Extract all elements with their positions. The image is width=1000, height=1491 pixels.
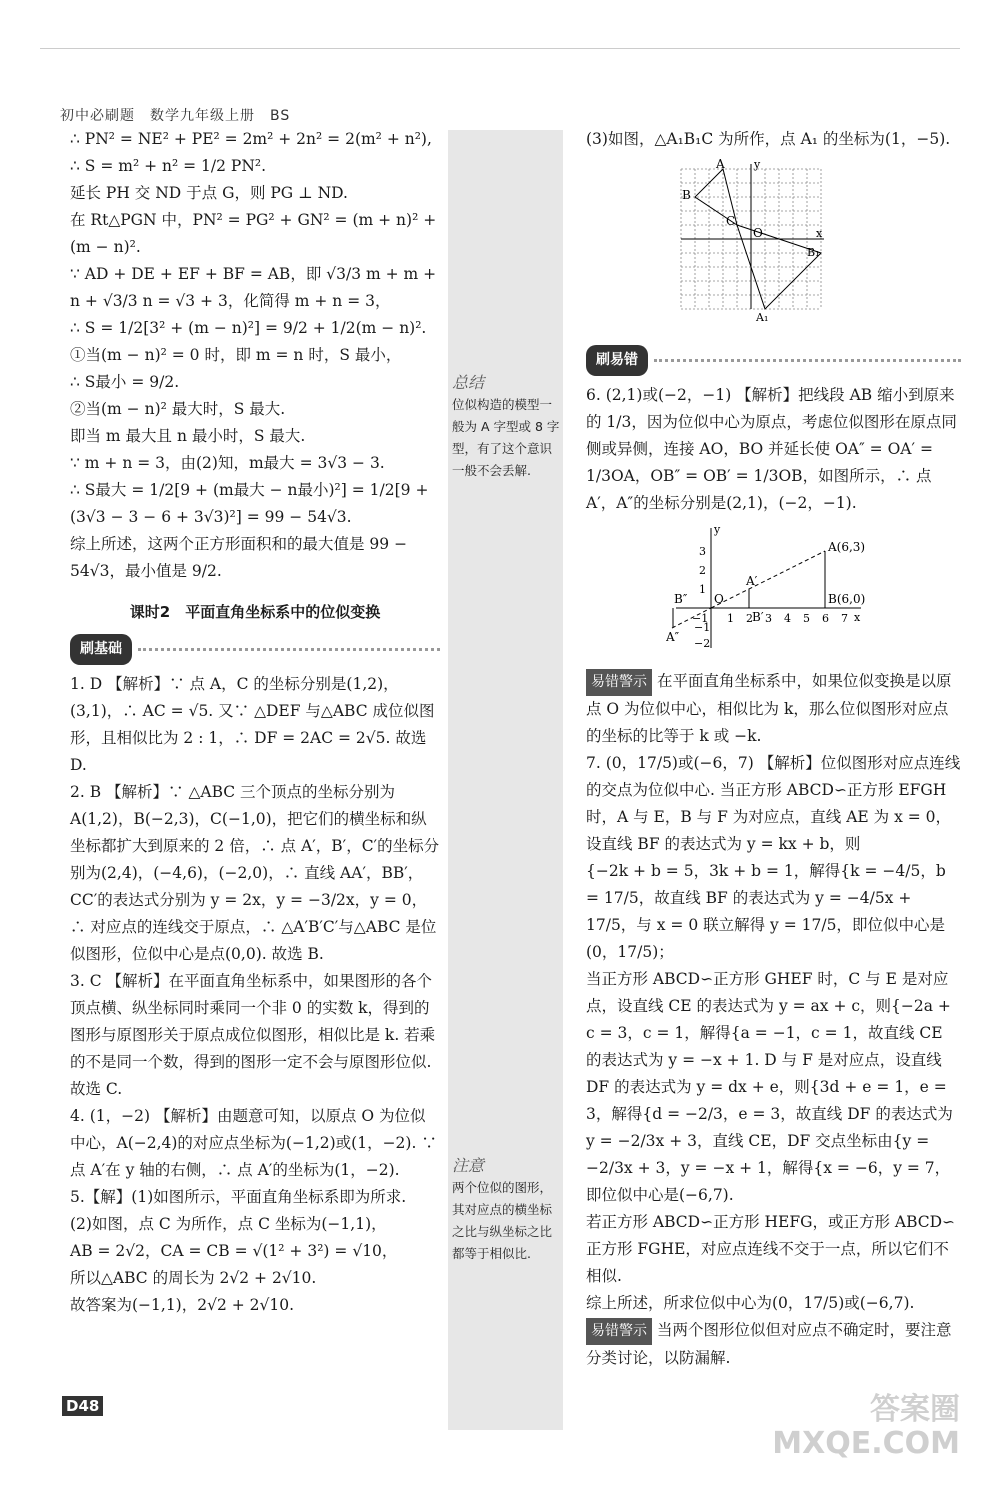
answer-q3: 3. C 【解析】在平面直角坐标系中，如果图形的各个顶点横、纵坐标同时乘同一个非 0 的实数 k，得到的图形与原图形关于原点成位似图形，相似比是 k. 若乘的不是同一个数，得到的图形一定不会与原图形位似. 故选 C.: [70, 972, 436, 1098]
label: B: [682, 188, 691, 202]
solution-line: ∴ S = 1/2[3² + (m − n)²] = 9/2 + 1/2(m − n)².: [70, 319, 427, 337]
label: B(6,0): [828, 592, 866, 606]
side-note-title: 注意: [452, 1156, 485, 1175]
side-note-summary: [452, 372, 560, 482]
solution-line: 在 Rt△PGN 中，PN² = PG² + GN² = (m + n)² + (m − n)².: [70, 211, 437, 256]
answer-q6: 6. (2,1)或(−2，−1) 【解析】把线段 AB 缩小到原来的 1/3，因为位似中心为原点，考虑位似图形在原点同侧或异侧，连接 AO，BO 并延长使 OA″ = OA′ = 1/3OA，OB″ = OB′ = 1/3OB，如图所示，∴ 点 A′，A″的坐标分别是(2,1)，(−2，−1).: [586, 386, 957, 512]
label: A₁: [756, 311, 769, 324]
label: A: [716, 159, 725, 171]
solution-line: 综上所述，这两个正方形面积和的最大值是 99 − 54√3，最小值是 9/2.: [70, 535, 408, 580]
tick-label: −1: [694, 621, 711, 634]
answer-q5-line: 所以△ABC 的周长为 2√2 + 2√10.: [70, 1269, 317, 1287]
tick-label: 3: [765, 612, 772, 625]
left-column: [70, 126, 440, 1319]
solution-line: 延长 PH 交 ND 于点 G，则 PG ⊥ ND.: [70, 184, 348, 202]
label: y: [754, 159, 761, 171]
section-bar-error: [586, 345, 961, 376]
page-header: 初中必刷题 数学九年级上册 BS: [60, 108, 291, 124]
badge-error: 刷易错: [586, 345, 648, 376]
solution-line: ∴ S最小 = 9/2.: [70, 373, 180, 391]
dotted-rule: [138, 648, 440, 651]
answer-q5-line: 故答案为(−1,1)，2√2 + 2√10.: [70, 1296, 295, 1314]
tick-label: 2: [746, 612, 753, 625]
solution-line: ∴ PN² = NE² + PE² = 2m² + 2n² = 2(m² + n²),: [70, 130, 432, 148]
warning-q6: [586, 668, 961, 750]
watermark-line: 答案圈: [870, 1392, 960, 1427]
label: C: [726, 214, 736, 228]
label: O: [753, 226, 763, 240]
answer-q7-line: {−2k + b = 5，3k + b = 1，解得{k = −4/5，b = 17/5，故直线 BF 的表达式为 y = −4/5x + 17/5，与 x = 0 联立解得 y = 17/5，即位似中心是(0，17/5)；: [586, 862, 946, 961]
answer-q7-line: 7. (0，17/5)或(−6，7) 【解析】位似图形对应点连线的交点为位似中心. 当正方形 ABCD∽正方形 EFGH 时，A 与 E，B 与 F 为对应点，直线 AE 为 x = 0，设直线 BF 的表达式为 y = kx + b，则: [586, 754, 961, 853]
label: A(6,3): [828, 540, 866, 554]
watermark: [772, 1393, 960, 1461]
warning-q7: [586, 1317, 961, 1372]
dashed-line-oa: [711, 551, 825, 608]
label: B″: [674, 592, 688, 606]
grid-figure-q5: [676, 159, 826, 324]
answer-q5-line: (2)如图，点 C 为所作，点 C 坐标为(−1,1)，: [70, 1215, 387, 1233]
section-bar-basic: [70, 634, 440, 665]
answer-q5-line: 5.【解】(1)如图所示，平面直角坐标系即为所求.: [70, 1188, 407, 1206]
answer-q7-line: 综上所述，所求位似中心为(0，17/5)或(−6,7).: [586, 1294, 915, 1312]
warning-badge: 易错警示: [586, 669, 652, 696]
label: A′: [746, 574, 758, 588]
badge-basic: 刷基础: [70, 634, 132, 665]
warning-badge: 易错警示: [586, 1318, 652, 1345]
label: B′: [752, 610, 764, 624]
dotted-rule: [654, 359, 961, 362]
solution-line: ①当(m − n)² = 0 时，即 m = n 时，S 最小，: [70, 346, 402, 364]
top-rule: [40, 48, 960, 49]
lesson-title: 课时2 平面直角坐标系中的位似变换: [129, 603, 381, 621]
solution-line: ∴ S最大 = 1/2[9 + (m最大 − n最小)²] = 1/2[9 + (3√3 − 3 − 6 + 3√3)²] = 99 − 54√3.: [70, 481, 429, 526]
solution-line: ∵ AD + DE + EF + BF = AB，即 √3/3 m + m + n + √3/3 n = √3 + 3，化简得 m + n = 3，: [70, 265, 437, 310]
solution-line: ②当(m − n)² 最大时，S 最大.: [70, 400, 286, 418]
answer-q7-line: 当正方形 ABCD∽正方形 GHEF 时，C 与 E 是对应点，设直线 CE 的表达式为 y = ax + c，则{−2a + c = 3，c = 1，解得{a = −1，c = 1，故直线 CE 的表达式为 y = −x + 1. D 与 F 是对应点，设直线 DF 的表达式为 y = dx + e，则{3d + e = 1，e = 3，解得{d = −2/3，e = 3，故直线 DF 的表达式为 y = −2/3x + 3，直线 CE，DF 交点坐标由{y = −2/3x + 3，y = −x + 1，解得{x = −6，y = 7，即位似中心是(−6,7).: [586, 970, 953, 1204]
answer-q4: 4. (1，−2) 【解析】由题意可知，以原点 O 为位似中心，A(−2,4)的对应点坐标为(−1,2)或(1，−2). ∵ 点 A′在 y 轴的右侧，∴ 点 A′的坐标为(1，−2).: [70, 1107, 437, 1179]
tick-label: 1: [727, 612, 734, 625]
answer-q5-part3: (3)如图，△A₁B₁C 为所作，点 A₁ 的坐标为(1，−5).: [586, 130, 951, 148]
side-note-text: 两个位似的图形，其对应点的横坐标之比与纵坐标之比都等于相似比.: [452, 1180, 553, 1261]
solution-line: 即当 m 最大且 n 最小时，S 最大.: [70, 427, 306, 445]
answer-q7-line: 若正方形 ABCD∽正方形 HEFG，或正方形 ABCD∽正方形 FGHE，对应点连线不交于一点，所以它们不相似.: [586, 1213, 956, 1285]
label: x: [816, 227, 823, 240]
tick-label: 2: [699, 564, 706, 577]
warning-text: 在平面直角坐标系中，如果位似变换是以原点 O 为位似中心，相似比为 k，那么位似图形对应点的坐标的比等于 k 或 −k.: [586, 672, 952, 745]
coordinate-figure-q6: [666, 523, 866, 653]
label: y: [714, 523, 721, 536]
answer-q1: 1. D 【解析】∵ 点 A，C 的坐标分别是(1,2)，(3,1)，∴ AC = √5. 又∵ △DEF 与△ABC 成位似图形，且相似比为 2 : 1，∴ DF = 2AC = 2√5. 故选 D.: [70, 675, 435, 774]
side-note-text: 位似构造的模型一般为 A 字型或 8 字型，有了这个意识一般不会丢解.: [452, 397, 560, 478]
answer-q5-line: AB = 2√2，CA = CB = √(1² + 3²) = √10，: [70, 1242, 398, 1260]
tick-label: 6: [822, 612, 829, 625]
tick-label: −1: [692, 612, 709, 625]
tick-label: 4: [784, 612, 791, 625]
tick-label: 7: [841, 612, 848, 625]
label: B₁: [807, 246, 820, 259]
label: O: [714, 592, 724, 606]
warning-text: 当两个图形位似但对应点不确定时，要注意分类讨论，以防漏解.: [586, 1321, 952, 1367]
tick-label: 5: [803, 612, 810, 625]
tick-label: 3: [699, 545, 706, 558]
label: x: [854, 611, 861, 624]
answer-q2: 2. B 【解析】∵ △ABC 三个顶点的坐标分别为 A(1,2)，B(−2,3)，C(−1,0)，把它们的横坐标和纵坐标都扩大到原来的 2 倍，∴ 点 A′，B′，C′的坐标分别为(2,4)，(−4,6)，(−2,0)，∴ 直线 AA′，BB′，CC′的表达式分别为 y = 2x，y = −3/2x，y = 0，∴ 对应点的连线交于原点，∴ △A′B′C′与△ABC 是位似图形，位似中心是点(0,0). 故选 B.: [70, 783, 440, 963]
side-note-title: 总结: [452, 373, 485, 392]
tick-label: 1: [699, 583, 706, 596]
page-number: D48: [62, 1396, 103, 1416]
label: A″: [666, 630, 680, 644]
right-column: [586, 126, 961, 1372]
tick-label: −2: [694, 637, 711, 650]
watermark-line: MXQE.COM: [772, 1426, 960, 1461]
solution-line: ∴ S = m² + n² = 1/2 PN².: [70, 157, 267, 175]
solution-line: ∵ m + n = 3，由(2)知，m最大 = 3√3 − 3.: [70, 454, 385, 472]
side-note-attention: [452, 1155, 560, 1265]
